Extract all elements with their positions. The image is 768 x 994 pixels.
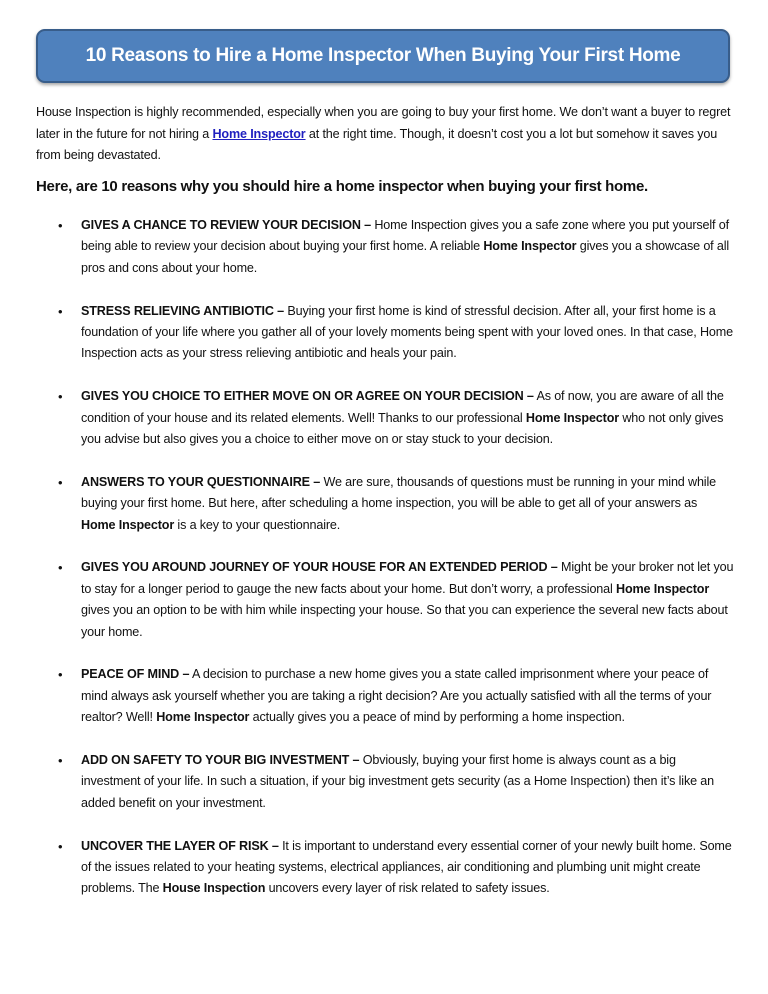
intro-text-end: at the right time. Though, it doesn’t cost you a lot but somehow it saves you from being devastated. (36, 126, 718, 162)
reason-heading: ADD ON SAFETY TO YOUR BIG INVESTMENT – (81, 753, 360, 768)
reason-text: Might be your broker not let you to stay for a longer period to gauge the new facts about your home. But don’t worry, a professional (81, 560, 734, 596)
reason-text: A decision to purchase a new home gives you a state called imprisonment where your peace of mind always ask yourself whether you are taking a right decision? Are you actually satisfied with all the terms of your realtor? Well! (81, 667, 712, 725)
bullet-icon: • (58, 218, 63, 233)
intro-text: House Inspection is highly recommended, especially when you are going to buy your first home. We don’t want a buyer to regret later in the future for not hiring a (36, 105, 731, 141)
reason-text: gives you a showcase of all pros and cons about your home. (81, 239, 730, 275)
bullet-icon: • (58, 389, 63, 405)
reason-item (0, 301, 768, 365)
page-title: 10 Reasons to Hire a Home Inspector When Buying Your First Home (85, 45, 681, 66)
section-lead-heading: Here, are 10 reasons why you should hire a home inspector when buying your first home. (36, 178, 648, 195)
reason-text: As of now, you are aware of all the condition of your house and its related elements. Well! Thanks to our professional (81, 389, 724, 425)
reason-heading: ANSWERS TO YOUR QUESTIONNAIRE – (81, 474, 321, 489)
reason-item (0, 557, 768, 643)
reason-text: Obviously, buying your first home is always count as a big investment of your life. In such a situation, if your big investment gets security (as a Home Inspection) then it’s like an added benefit on your investment. (81, 753, 715, 810)
reason-heading: GIVES A CHANCE TO REVIEW YOUR DECISION – (81, 218, 372, 232)
reason-item (0, 386, 768, 450)
reason-emphasis: Home Inspector (156, 710, 250, 725)
reason-text: is a key to your questionnaire. (174, 517, 341, 532)
reason-text: uncovers every layer of risk related to safety issues. (265, 881, 550, 896)
home-inspector-link[interactable]: Home Inspector (212, 126, 306, 141)
reason-text: Home Inspection gives you a safe zone where you put yourself of being able to review your decision about buying your first home. A reliable (81, 218, 729, 254)
reason-heading: UNCOVER THE LAYER OF RISK – (81, 838, 279, 853)
reason-item (0, 472, 768, 536)
reason-text: gives you an option to be with him while inspecting your house. So that you can experience the several new facts about your home. (81, 603, 728, 639)
reason-emphasis: Home Inspector (483, 239, 577, 254)
reason-heading: GIVES YOU AROUND JOURNEY OF YOUR HOUSE FOR AN EXTENDED PERIOD – (81, 560, 558, 575)
bullet-icon: • (58, 667, 63, 683)
bullet-icon: • (58, 560, 63, 576)
bullet-icon: • (58, 303, 63, 319)
reason-heading: PEACE OF MIND – (81, 667, 190, 682)
bullet-icon: • (58, 838, 63, 854)
reason-item (0, 215, 768, 279)
reason-text: We are sure, thousands of questions must be running in your mind while buying your first home. But here, after scheduling a home inspection, you will be able to get all of your answers as (81, 474, 716, 511)
reason-text: actually gives you a peace of mind by performing a home inspection. (249, 710, 625, 725)
reason-emphasis: Home Inspector (81, 517, 175, 532)
reason-text: Buying your first home is kind of stressful decision. After all, your first home is a foundation of your life where you gather all of your lovely moments being spent with your loved ones. In that case, Home Inspection acts as your stress relieving antibiotic and heals your pain. (81, 303, 733, 361)
title-banner (36, 29, 730, 83)
reason-item (0, 664, 768, 728)
reason-emphasis: Home Inspector (525, 410, 619, 425)
reason-item (0, 836, 768, 900)
intro-paragraph (36, 102, 736, 167)
reason-item (0, 750, 768, 814)
reason-emphasis: House Inspection (162, 881, 266, 896)
reason-emphasis: Home Inspector (616, 581, 710, 596)
reason-text: who not only gives you advise but also gives you a choice to either move on or stay stuck to your decision. (81, 410, 724, 447)
reason-heading: GIVES YOU CHOICE TO EITHER MOVE ON OR AGREE ON YOUR DECISION – (81, 389, 534, 404)
bullet-icon: • (58, 474, 63, 490)
reason-text: It is important to understand every essential corner of your newly built home. Some of the issues related to your heating systems, electrical appliances, air conditioning and plumbing unit might create problems. The (81, 838, 732, 896)
reasons-list (0, 215, 768, 921)
reason-heading: STRESS RELIEVING ANTIBIOTIC – (81, 303, 285, 318)
bullet-icon: • (58, 753, 63, 769)
